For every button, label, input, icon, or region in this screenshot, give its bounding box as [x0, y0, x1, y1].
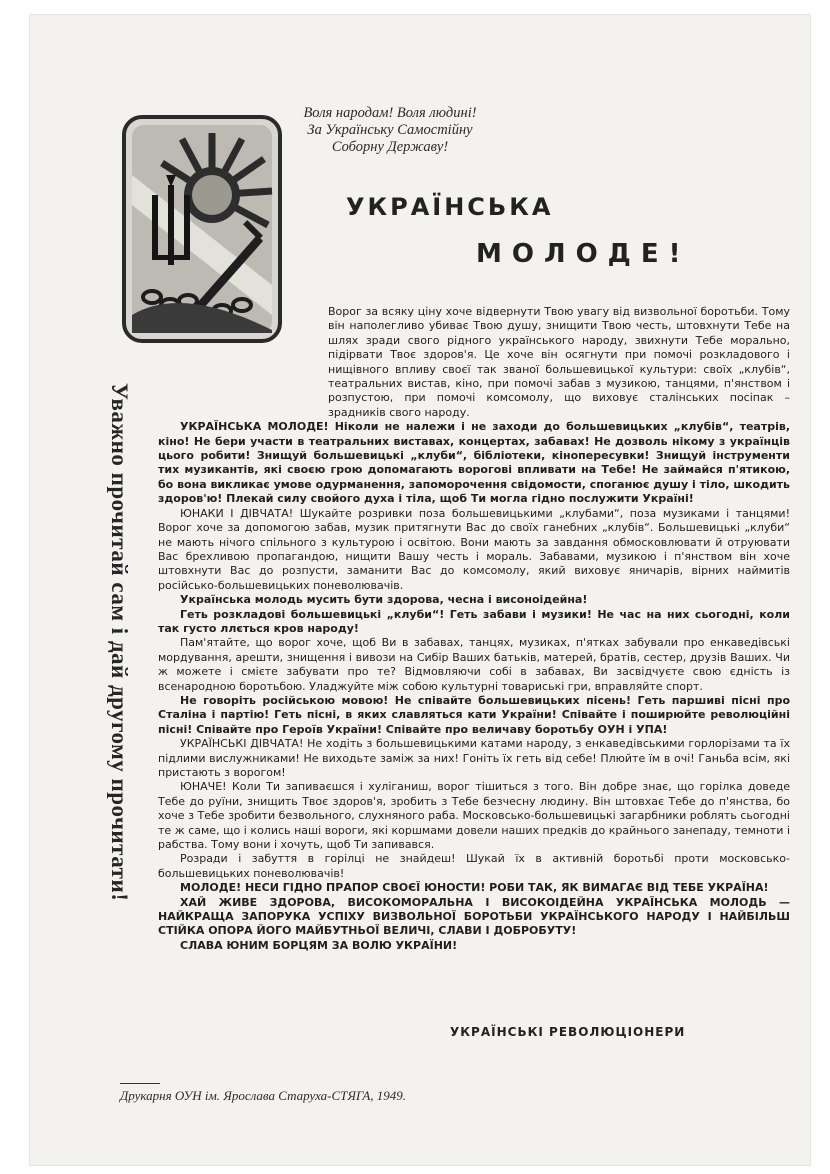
paragraph: МОЛОДЕ! НЕСИ ГІДНО ПРАПОР СВОЄЇ ЮНОСТИ! РОБИ ТАК, ЯК ВИМАГАЄ ВІД ТЕБЕ УКРАЇНА!	[180, 881, 769, 895]
paragraph: Розради і забуття в горілці не знайдеш! Шукай їх в активній боротьбі проти московсько-большевицьких поневолювачів!	[158, 852, 790, 880]
paragraph: Геть розкладові большевицькі „клуби“! Геть забави і музики! Не час на них сьогодні, коли так густо ллється кров народу!	[158, 607, 790, 635]
paragraph: ХАЙ ЖИВЕ ЗДОРОВА, ВИСОКОМОРАЛЬНА І ВИСОКОІДЕЙНА УКРАЇНСЬКА МОЛОДЬ — НАЙКРАЩА ЗАПОРУКА УСПІХУ ВИЗВОЛЬНОЇ БОРОТЬБИ УКРАЇНСЬКОГО НАРОДУ І НАЙБІЛЬШ СТІЙКА ОПОРА ЙОГО МАЙБУТНЬОЇ ВЕЛИЧІ, СЛАВИ І ДОБРОБУТУ!	[158, 895, 790, 938]
motto-line: Воля народам! Воля людині!	[303, 105, 477, 121]
paragraph: Не говоріть російською мовою! Не співайте большевицьких пісень! Геть паршиві пісні про Сталіна і партію! Геть пісні, в яких славляться кати України! Співайте і поширюйте революційні пісні! Співайте про Героїв України! Співайте про величаву боротьбу ОУН і УПА!	[158, 693, 790, 736]
paragraph: Пам'ятайте, що ворог хоче, щоб Ви в забавах, танцях, музиках, п'ятках забували про енкаведівські мордування, арешти, знищення і вивози на Сибір Ваших батьків, матерей, братів, сестер, друзів Ваших. Чи ж можете і смієте забувати про те? Відмовляючи собі в забавах, Ви засвідчуєте свою єдність із всенародною боротьбою. Уладжуйте між собою культурні товариські гри, вправляйте спорт.	[158, 636, 790, 693]
paragraph: УКРАЇНСЬКА МОЛОДЕ! Ніколи не належи і не заходи до большевицьких „клубів“, театрів, кіно! Не бери участи в театральних виставах, концертах, забавах! Не дозволь нікому з українців цього робити! Знищуй большевицькі „клуби“, бібліотеки, кінопересувки! Знищуй інструменти тих музикантів, які своєю грою допомагають ворогові впливати на Тебе! Не займайся п'ятикою, бо вона викликає умове одурманення, запоморочення свідомости, споганює душу і тіло, шкодить здоров'ю! Плекай силу свойого духа і тіла, щоб Ти могла гідно послужити Україні!	[158, 420, 790, 506]
paragraph: ЮНАЧЕ! Коли Ти запиваєшся і хуліганиш, ворог тішиться з того. Він добре знає, що горілка доведе Тебе до руїни, знищить Твоє здоров'я, зробить з Тебе безчесну людину. Він штовхає Тебе до п'янства, бо хоче з Тебе зробити безвольного, слухняного раба. Московсько-большевицькі загарбники роблять сьогодні те ж саме, що і колись наші вороги, які коршмами довели наших предків до крайнього занепаду, темноти і рабства. Тому вони і хочуть, щоб Ти запивався.	[158, 780, 790, 852]
leaflet-page	[30, 15, 810, 1165]
printer-imprint: Друкарня ОУН ім. Ярослава Старуха-СТЯГА, 1949.	[120, 1088, 407, 1103]
paragraph: ЮНАКИ І ДІВЧАТА! Шукайте розривки поза большевицькими „клубами“, поза музиками і танцями! Ворог хоче за допомогою забав, музик притягнути Вас до своїх ганебних „клубів“. Большевицькі „клуби“ не мають нічого спільного з культурою і освітою. Вони мають за завдання обмосковлювати й отруювати Вас брехливою пропагандою, нищити Вашу честь і мораль. Забавами, музикою і п'янством він хоче штовхнути Вас до розпусти, заманити Вас до комсомолу, який виховує яничарів, вірних наймитів російсько-большевицьких поневолювачів.	[158, 506, 790, 592]
signature: УКРАЇНСЬКІ РЕВОЛЮЦІОНЕРИ	[450, 1025, 686, 1039]
paragraph: СЛАВА ЮНИМ БОРЦЯМ ЗА ВОЛЮ УКРАЇНИ!	[180, 938, 458, 952]
motto	[290, 105, 490, 156]
divider	[120, 1083, 160, 1084]
side-slogan: Уважно прочитай сам і дай другому прочитати!	[107, 383, 132, 902]
leaflet-body	[158, 305, 790, 953]
paragraph: Ворог за всяку ціну хоче відвернути Твою увагу від визвольної боротьби. Тому він наполегливо убиває Твою душу, знищити Твою честь, штовхнути Тебе на шлях зради свого рідного українського народу, звихнути Тебе морально, підірвати Твоє здоров'я. Це хоче він осягнути при помочі розкладового і нищівного впливу своєї так званої большевицької культури: своїх „клубів“, театральних вистав, кіно, при помочі забав з музикою, танцями, п'янством і розпустою, при помочі комсомолу, що виховує сталінських посіпак – зрадників свого народу.	[328, 305, 790, 419]
paragraph: Українська молодь мусить бути здорова, чесна і висоноідейна!	[180, 593, 588, 607]
motto-line: Соборну Державу!	[331, 139, 449, 155]
headline-line-2: МОЛОДЕ!	[476, 239, 691, 269]
paragraph: УКРАЇНСЬКІ ДІВЧАТА! Не ходіть з большевицькими катами народу, з енкаведівськими горлорізами та їх підлими вислужниками! Не виходьте заміж за них! Гоніть їх геть від себе! Плюйте їм в очі! Ганьба всім, які пристають з ворогом!	[158, 737, 790, 779]
headline-line-1: УКРАЇНСЬКА	[346, 193, 554, 221]
motto-line: За Українську Самостійну	[307, 122, 473, 138]
